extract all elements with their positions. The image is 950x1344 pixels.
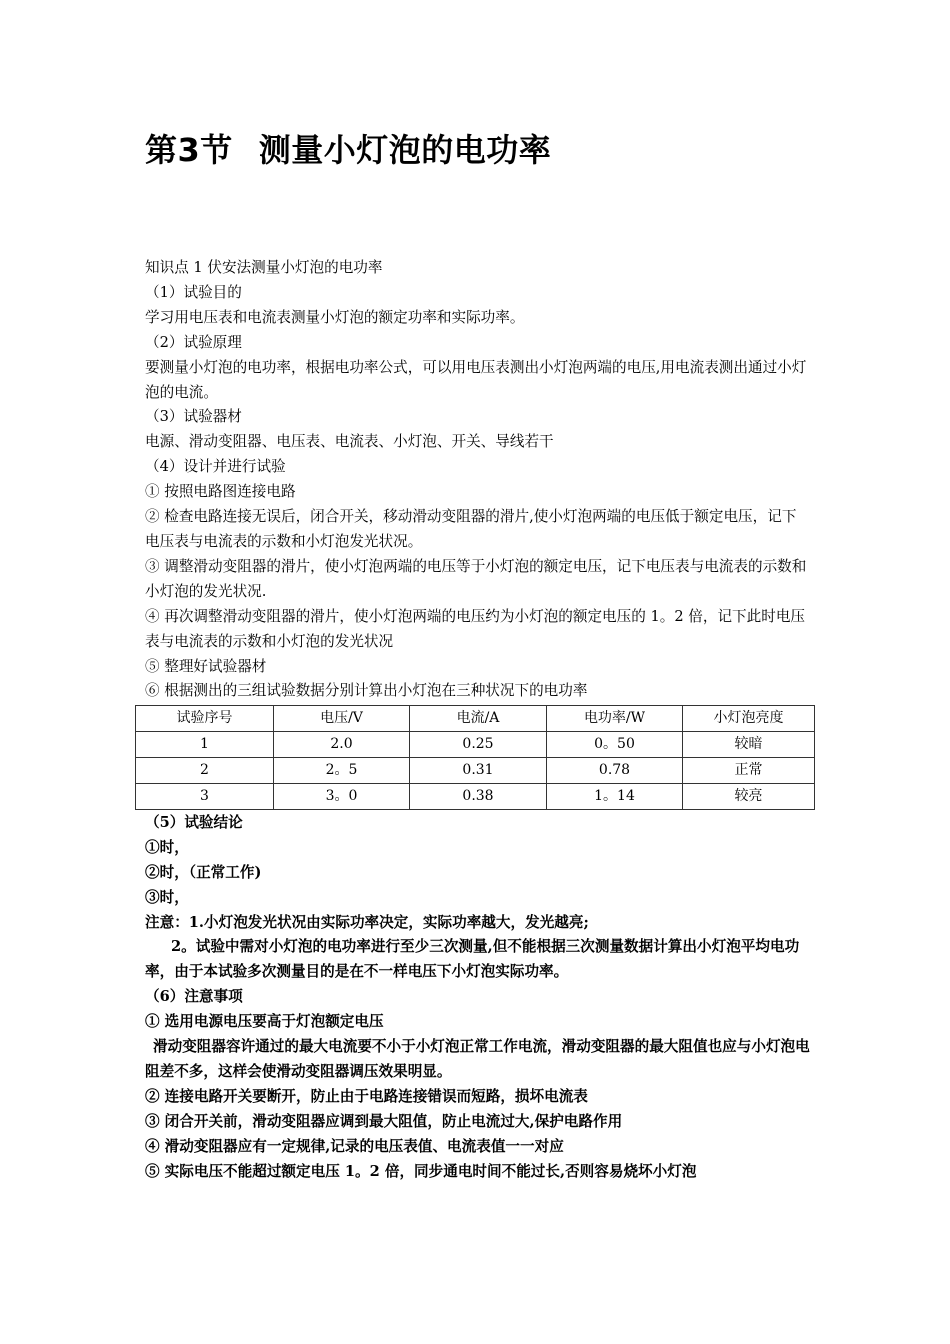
detail-indent: [145, 1038, 153, 1055]
procedure-step: ④ 再次调整滑动变阻器的滑片，使小灯泡两端的电压约为小灯泡的额定电压的 1。2 倍，记下此时电压表与电流表的示数和小灯泡的发光状况: [145, 607, 806, 650]
procedure-step: ② 检查电路连接无误后，闭合开关，移动滑动变阻器的滑片,使小灯泡两端的电压低于额定电压，记下电压表与电流表的示数和小灯泡发光状况。: [145, 508, 797, 550]
table-cell: 0.31: [410, 758, 547, 784]
procedure-step: ③ 调整滑动变阻器的滑片，使小灯泡两端的电压等于小灯泡的额定电压，记下电压表与电流表的示数和小灯泡的发光状况.: [145, 557, 807, 600]
page-title: [145, 128, 551, 172]
precaution-item: ④ 滑动变阻器应有一定规律,记录的电压表值、电流表值一一对应: [145, 1137, 564, 1155]
table-cell: 3。0: [274, 784, 410, 810]
principle-text: 要测量小灯泡的电功率，根据电功率公式，可以用电压表测出小灯泡两端的电压,用电流表测出通过小灯泡的电流。: [145, 358, 807, 401]
note-indent: [145, 938, 171, 955]
knowledge-point: 知识点 1 伏安法测量小灯泡的电功率: [145, 259, 383, 276]
conclusion-note: 注意：1.小灯泡发光状况由实际功率决定，实际功率越大，发光越亮;: [145, 913, 589, 931]
precaution-detail-text: 滑动变阻器容许通过的最大电流要不小于小灯泡正常工作电流，滑动变阻器的最大阻值也应与小灯泡电阻差不多，这样会使滑动变阻器调压效果明显。: [145, 1038, 810, 1080]
procedure-step: ⑥ 根据测出的三组试验数据分别计算出小灯泡在三种状况下的电功率: [145, 682, 588, 700]
table-row: [136, 758, 815, 784]
procedure-step: ① 按照电路图连接电路: [145, 483, 296, 501]
equipment-heading: （3）试验器材: [145, 408, 242, 426]
equipment-text: 电源、滑动变阻器、电压表、电流表、小灯泡、开关、导线若干: [145, 433, 554, 451]
conclusion-item: ②时，（正常工作): [145, 863, 262, 881]
procedure-heading: （4）设计并进行试验: [145, 458, 286, 476]
precaution-item: ① 选用电源电压要高于灯泡额定电压: [145, 1013, 384, 1031]
precaution-item: ③ 闭合开关前，滑动变阻器应调到最大阻值，防止电流过大,保护电路作用: [145, 1112, 623, 1130]
table-cell: 0.38: [410, 784, 547, 810]
section-number: 第3节: [145, 131, 233, 169]
table-cell: 3: [136, 784, 274, 810]
table-header-row: [136, 706, 815, 732]
conclusion-note: [145, 935, 810, 985]
procedure-step: ⑤ 整理好试验器材: [145, 657, 267, 675]
conclusion-item: ①时，: [145, 838, 189, 856]
purpose-text: 学习用电压表和电流表测量小灯泡的额定功率和实际功率。: [145, 308, 525, 326]
table-cell: 较暗: [683, 732, 815, 758]
purpose-heading: （1）试验目的: [145, 283, 242, 301]
precaution-detail: [145, 1035, 810, 1085]
table-header-cell: 电功率/W: [547, 706, 683, 732]
precautions-heading: （6）注意事项: [145, 988, 243, 1006]
table-cell: 0.25: [410, 732, 547, 758]
table-cell: 2.0: [274, 732, 410, 758]
table-header-cell: 试验序号: [136, 706, 274, 732]
conclusion-item: ③时，: [145, 888, 189, 906]
conclusion-note-text: 2。试验中需对小灯泡的电功率进行至少三次测量,但不能根据三次测量数据计算出小灯泡平均电功率，由于本试验多次测量目的是在不一样电压下小灯泡实际功率。: [145, 938, 800, 981]
conclusion-heading: （5）试验结论: [145, 813, 243, 831]
table-cell: 1。14: [547, 784, 683, 810]
table-cell: 正常: [683, 758, 815, 784]
table-cell: 0。50: [547, 732, 683, 758]
precaution-item: ② 连接电路开关要断开，防止由于电路连接错误而短路，损坏电流表: [145, 1087, 588, 1105]
table-header-cell: 电压/V: [274, 706, 410, 732]
table-header-cell: 小灯泡亮度: [683, 706, 815, 732]
table-cell: 较亮: [683, 784, 815, 810]
data-table: [135, 705, 815, 810]
principle-heading: （2）试验原理: [145, 333, 242, 351]
document-body: [145, 256, 810, 1185]
table-cell: 2。5: [274, 758, 410, 784]
table-row: [136, 732, 815, 758]
table-cell: 0.78: [547, 758, 683, 784]
table-cell: 2: [136, 758, 274, 784]
table-header-cell: 电流/A: [410, 706, 547, 732]
precaution-item: ⑤ 实际电压不能超过额定电压 1。2 倍，同步通电时间不能过长,否则容易烧坏小灯泡: [145, 1162, 697, 1180]
section-name: 测量小灯泡的电功率: [258, 131, 552, 169]
table-cell: 1: [136, 732, 274, 758]
table-row: [136, 784, 815, 810]
